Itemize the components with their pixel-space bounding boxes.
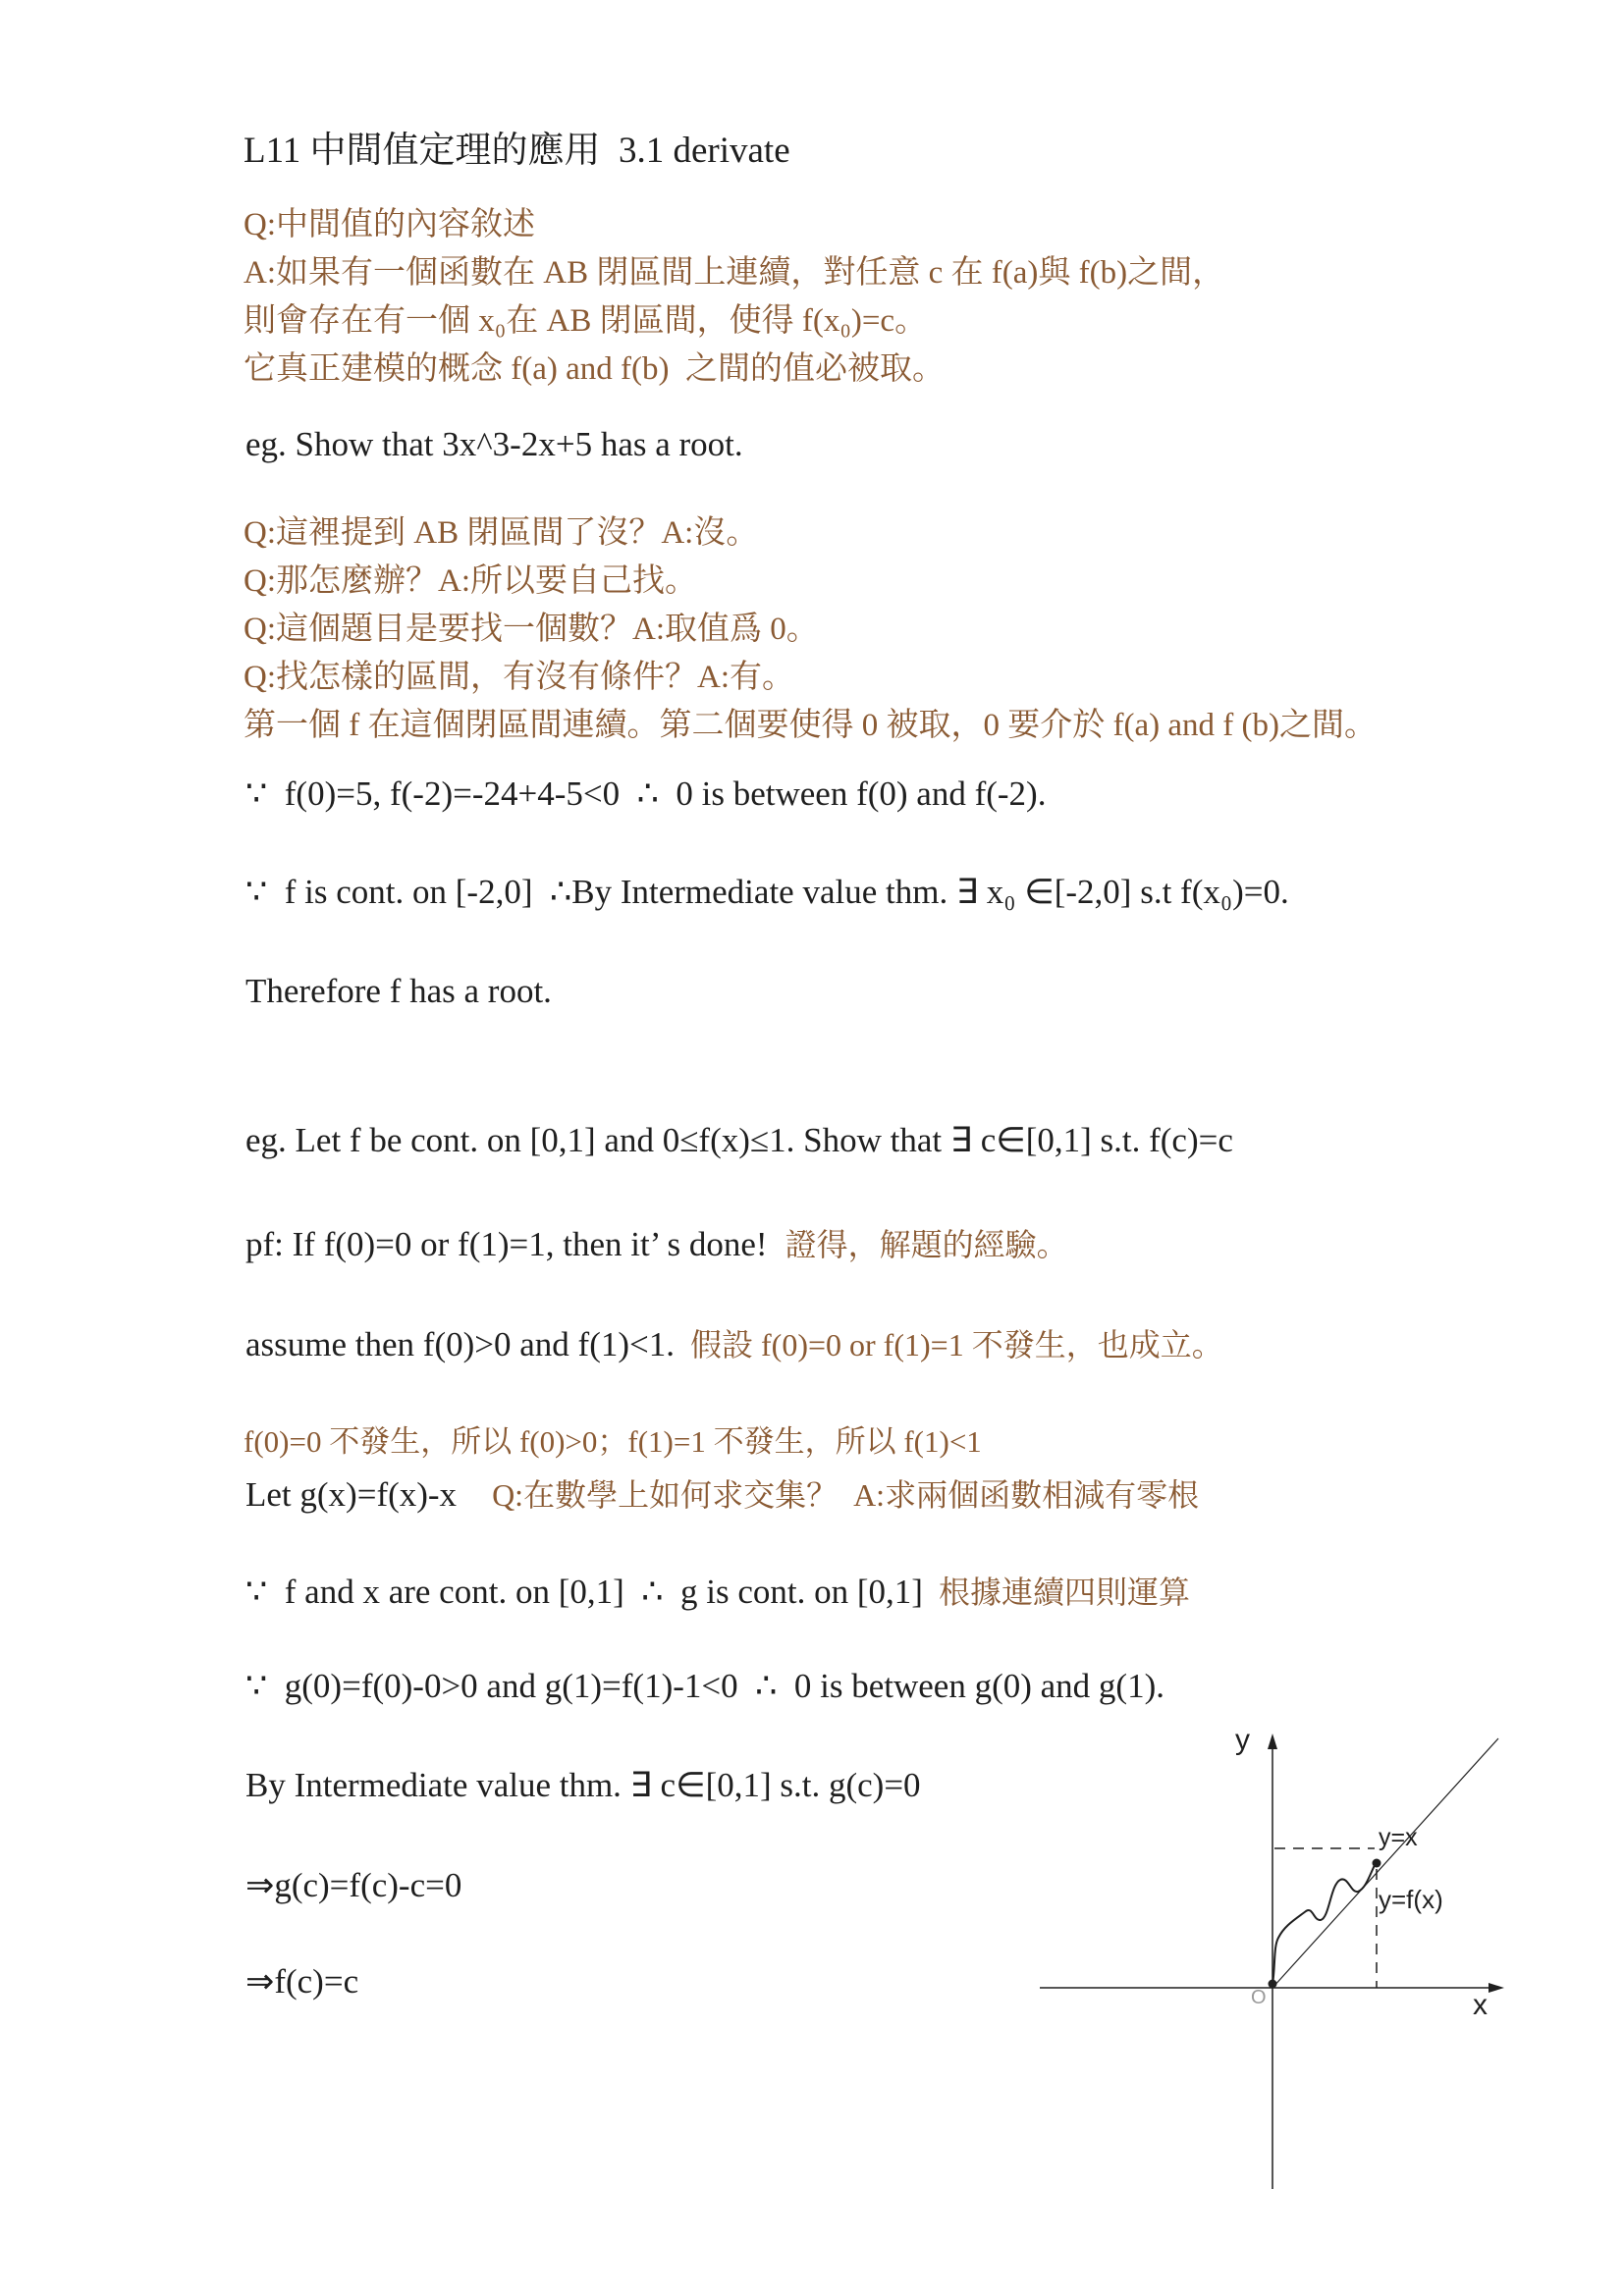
intro-qa-line: 則會存在有一個 x₀在 AB 閉區間，使得 f(x₀)=c。 (244, 303, 928, 339)
fixed-point-figure (1021, 1718, 1512, 2199)
example1-qa-line: 第一個 f 在這個閉區間連續。第二個要使得 0 被取，0 要介於 f(a) and f (b)之間。 (244, 708, 1377, 743)
assume-black-text: assume then f(0)>0 and f(1)<1. (245, 1325, 675, 1363)
example1-step1: ∵ f(0)=5, f(-2)=-24+4-5<0 ∴ 0 is between f(0) and f(-2). (245, 774, 1047, 813)
intro-qa-line: A:如果有一個函數在 AB 閉區間上連續，對任意 c 在 f(a)與 f(b)之間， (244, 255, 1225, 291)
function-curve (1272, 1863, 1376, 1985)
x-axis-label: x (1473, 1989, 1488, 2021)
example2-arrow2-line: ⇒f(c)=c (245, 1962, 359, 2001)
y-axis-arrow-icon (1268, 1734, 1277, 1749)
example2-cont-line (245, 1568, 1190, 1613)
example1-step2: ∵ f is cont. on [-2,0] ∴By Intermediate value thm. ∃ x₀ ∈[-2,0] s.t f(x₀)=0. (245, 873, 1289, 911)
example2-between-line: ∵ g(0)=f(0)-0>0 and g(1)=f(1)-1<0 ∴ 0 is between g(0) and g(1). (245, 1667, 1164, 1705)
example1-qa-line: Q:找怎樣的區間，有沒有條件？A:有。 (244, 660, 794, 695)
example1-qa-line: Q:那怎麼辦？A:所以要自己找。 (244, 563, 697, 599)
curve-label: y=f(x) (1379, 1885, 1443, 1914)
intro-qa-line: 它真正建模的概念 f(a) and f(b) 之間的值必被取。 (244, 351, 945, 387)
example2-ivt-line: By Intermediate value thm. ∃ c∈[0,1] s.t. g(c)=0 (245, 1766, 921, 1804)
letg-brown-note: Q:在數學上如何求交集？ A:求兩個函數相減有零根 (492, 1477, 1200, 1513)
example1-qa-line: Q:這個題目是要找一個數？A:取值爲 0。 (244, 612, 819, 647)
letg-black-text: Let g(x)=f(x)-x (245, 1475, 458, 1514)
example1-qa-line: Q:這裡提到 AB 閉區間了沒？A:沒。 (244, 515, 759, 551)
pf-black-text: pf: If f(0)=0 or f(1)=1, then it’ s done! (245, 1225, 768, 1263)
origin-label: O (1251, 1987, 1267, 2008)
example2-statement: eg. Let f be cont. on [0,1] and 0≤f(x)≤1. Show that ∃ c∈[0,1] s.t. f(c)=c (245, 1121, 1233, 1159)
pf-brown-note: 證得，解題的經驗。 (785, 1227, 1068, 1262)
fixed-point (1373, 1859, 1381, 1868)
example2-brown-note: f(0)=0 不發生，所以 f(0)>0；f(1)=1 不發生，所以 f(1)<1 (244, 1424, 982, 1459)
intro-qa-block (244, 201, 1224, 394)
y-axis-label: y (1235, 1724, 1250, 1756)
identity-line-label: y=x (1379, 1824, 1418, 1851)
example1-conclusion: Therefore f has a root. (245, 972, 552, 1010)
example2-assume-line (245, 1320, 1223, 1365)
example1-qa-block (244, 509, 1377, 750)
intro-qa-line: Q:中間值的內容敘述 (244, 207, 535, 242)
example1-statement: eg. Show that 3x^3-2x+5 has a root. (245, 425, 743, 463)
page-title: L11 中間值定理的應用 3.1 derivate (244, 131, 790, 171)
cont-brown-note: 根據連續四則運算 (938, 1575, 1190, 1610)
cont-black-text: ∵ f and x are cont. on [0,1] ∴ g is cont. on [0,1] (245, 1573, 923, 1611)
assume-brown-note: 假設 f(0)=0 or f(1)=1 不發生，也成立。 (690, 1327, 1223, 1362)
example2-pf-line (245, 1220, 1068, 1265)
example2-arrow1-line: ⇒g(c)=f(c)-c=0 (245, 1866, 462, 1904)
x-axis-arrow-icon (1489, 1983, 1504, 1993)
identity-line (1272, 1738, 1498, 1988)
origin-point (1269, 1980, 1277, 1989)
example2-letg-line (245, 1470, 1199, 1516)
